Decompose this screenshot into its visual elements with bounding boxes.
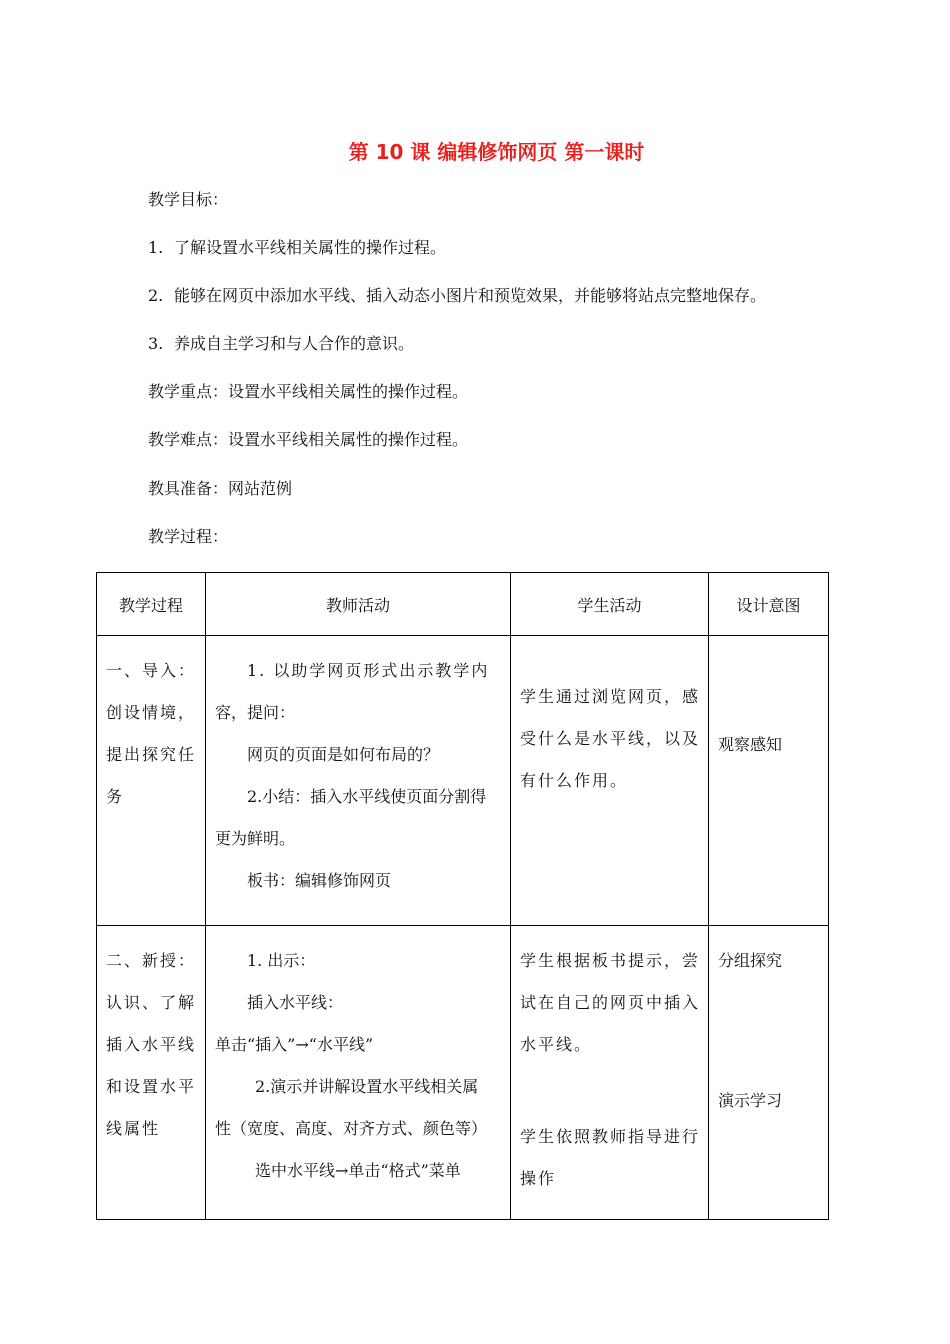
- lesson-table: [96, 572, 829, 1220]
- intent-line: 分组探究: [718, 951, 783, 970]
- intent-line: 观察感知: [718, 735, 783, 754]
- teacher-line: 选中水平线→单击“格式”菜单: [255, 1161, 461, 1180]
- objective-3: [148, 334, 414, 354]
- page-title: 第 10 课 编辑修饰网页 第一课时: [348, 140, 645, 164]
- header-process: 教学过程: [97, 573, 206, 636]
- tools: 教具准备：网站范例: [148, 479, 293, 498]
- intent-cell: [709, 926, 829, 1220]
- objective-text: 能够在网页中添加水平线、插入动态小图片和预览效果，并能够将站点完整地保存。: [174, 286, 767, 305]
- process-line: 和设置水平: [106, 1077, 197, 1096]
- teacher-line: 单击“插入”→“水平线”: [215, 1035, 374, 1054]
- student-cell: [511, 636, 709, 926]
- objective-text: 养成自主学习和与人合作的意识。: [174, 334, 415, 353]
- teacher-cell: [206, 926, 511, 1220]
- teacher-line: 1. 出示：: [247, 951, 316, 970]
- process-line: 线属性: [106, 1119, 161, 1138]
- student-line: 有什么作用。: [520, 771, 629, 790]
- header-student: 学生活动: [511, 573, 709, 636]
- intent-cell: [709, 636, 829, 926]
- process-line: 二、新授：: [106, 951, 197, 970]
- student-line: 受什么是水平线，以及: [520, 729, 701, 748]
- objectives-heading: 教学目标：: [148, 190, 229, 209]
- student-line: 学生根据板书提示，尝: [520, 951, 701, 970]
- intent-line: 演示学习: [718, 1091, 783, 1110]
- teacher-line: 1. 以助学网页形式出示教学内: [247, 661, 490, 680]
- process-line: 认识、了解: [106, 993, 197, 1012]
- table-row: [97, 926, 829, 1220]
- objective-number: 2.: [148, 286, 164, 305]
- objective-1: [148, 238, 446, 258]
- teacher-line: 性（宽度、高度、对齐方式、颜色等）: [215, 1119, 488, 1138]
- teacher-line: 容，提问：: [215, 703, 296, 722]
- student-cell: [511, 926, 709, 1220]
- difficulty: 教学难点：设置水平线相关属性的操作过程。: [148, 430, 469, 449]
- objective-text: 了解设置水平线相关属性的操作过程。: [174, 238, 447, 257]
- process-cell: [97, 636, 206, 926]
- teacher-line: 2.演示并讲解设置水平线相关属: [255, 1077, 479, 1096]
- table-row: [97, 636, 829, 926]
- teacher-line: 板书：编辑修饰网页: [247, 871, 392, 890]
- process-line: 一、导入：: [106, 661, 197, 680]
- teacher-cell: [206, 636, 511, 926]
- student-line: 学生依照教师指导进行: [520, 1127, 701, 1146]
- teacher-line: 2.小结：插入水平线使页面分割得: [247, 787, 487, 806]
- student-line: 学生通过浏览网页，感: [520, 687, 701, 706]
- student-line: 试在自己的网页中插入: [520, 993, 701, 1012]
- objective-number: 3.: [148, 334, 164, 353]
- header-intent: 设计意图: [709, 573, 829, 636]
- process-line: 创设情境，: [106, 703, 197, 722]
- process-line: 务: [106, 787, 125, 806]
- process-heading: 教学过程：: [148, 527, 229, 546]
- teacher-line: 插入水平线：: [247, 993, 344, 1012]
- process-line: 提出探究任: [106, 745, 197, 764]
- process-cell: [97, 926, 206, 1220]
- header-teacher: 教师活动: [206, 573, 511, 636]
- objective-2: [148, 286, 766, 306]
- process-line: 插入水平线: [106, 1035, 197, 1054]
- student-line: 水平线。: [520, 1035, 593, 1054]
- objective-number: 1.: [148, 238, 164, 257]
- teacher-line: 更为鲜明。: [215, 829, 296, 848]
- key-point: 教学重点：设置水平线相关属性的操作过程。: [148, 382, 469, 401]
- teacher-line: 网页的页面是如何布局的？: [247, 745, 440, 764]
- student-line: 操作: [520, 1169, 557, 1188]
- table-header-row: [97, 573, 829, 636]
